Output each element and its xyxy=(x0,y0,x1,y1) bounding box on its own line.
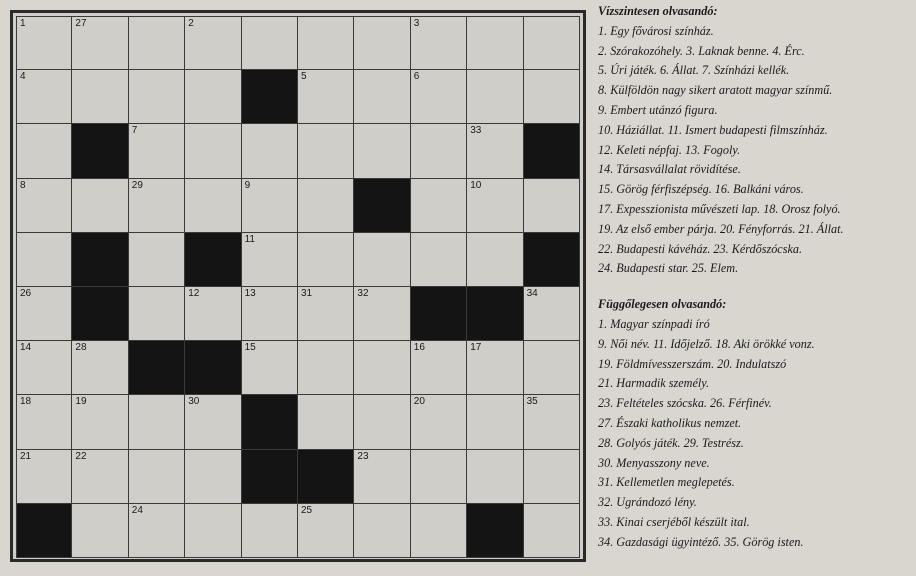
down-clue-line: 30. Menyasszony neve. xyxy=(598,455,710,470)
grid-cell[interactable] xyxy=(242,504,298,558)
grid-cell[interactable] xyxy=(129,504,185,558)
black-square xyxy=(242,450,298,504)
grid-cell[interactable] xyxy=(411,450,467,504)
clue-number: 9 xyxy=(244,179,251,191)
grid-cell[interactable] xyxy=(354,287,410,341)
clue-number: 19 xyxy=(75,396,87,408)
grid-cell[interactable] xyxy=(411,395,467,449)
clue-number: 12 xyxy=(188,288,200,299)
grid-cell[interactable] xyxy=(354,341,410,395)
grid-cell[interactable] xyxy=(467,179,523,233)
black-square xyxy=(72,124,128,178)
across-heading: Vízszintesen olvasandó: xyxy=(598,4,718,18)
grid-cell[interactable] xyxy=(524,16,580,70)
grid-cell[interactable] xyxy=(185,450,241,504)
down-clue-line: 34. Gazdasági ügyintéző. 35. Görög isten. xyxy=(598,534,804,549)
grid-cell[interactable] xyxy=(242,179,298,233)
across-clue-line: 5. Úri játék. 6. Állat. 7. Színházi kellék. xyxy=(598,63,790,78)
across-clue-line: 15. Görög férfiszépség. 16. Balkáni város. xyxy=(598,182,804,197)
black-square xyxy=(185,233,241,287)
black-square xyxy=(242,395,298,449)
across-clue-line: 1. Egy fővárosi színház. xyxy=(598,23,714,38)
grid-cell[interactable] xyxy=(524,395,580,449)
grid-cell[interactable] xyxy=(129,124,185,178)
grid-cell[interactable] xyxy=(354,233,410,287)
grid-cell[interactable] xyxy=(354,124,410,178)
grid-cell[interactable] xyxy=(72,16,128,70)
grid-cell[interactable] xyxy=(129,70,185,124)
grid-cell[interactable] xyxy=(524,179,580,233)
grid-cell[interactable] xyxy=(72,395,128,449)
grid-cell[interactable] xyxy=(16,233,72,287)
grid-cell[interactable] xyxy=(16,70,72,124)
down-clue-line: 27. Északi katholikus nemzet. xyxy=(598,415,742,430)
grid-cell[interactable] xyxy=(411,70,467,124)
down-clue-list xyxy=(598,315,914,553)
grid-cell[interactable] xyxy=(129,450,185,504)
grid-cell[interactable] xyxy=(16,341,72,395)
clue-number: 30 xyxy=(188,396,200,408)
black-square xyxy=(467,504,523,558)
section-spacer xyxy=(598,279,914,295)
grid-cell[interactable] xyxy=(72,179,128,233)
grid-cell[interactable] xyxy=(411,233,467,287)
grid-cell[interactable] xyxy=(411,16,467,70)
down-clue-line: 23. Feltételes szócska. 26. Férfinév. xyxy=(598,396,772,411)
black-square xyxy=(16,504,72,558)
grid-cell[interactable] xyxy=(16,287,72,341)
clue-number: 15 xyxy=(244,342,256,354)
black-square xyxy=(524,233,580,287)
clue-number: 6 xyxy=(413,71,420,83)
down-clue-line: 9. Női név. 11. Időjelző. 18. Aki örökké vonz. xyxy=(598,336,815,351)
black-square xyxy=(72,233,128,287)
grid-cell[interactable] xyxy=(298,504,354,558)
clue-number: 24 xyxy=(131,504,143,516)
grid-cell[interactable] xyxy=(16,179,72,233)
clue-number: 7 xyxy=(131,125,138,137)
clue-number: 2 xyxy=(188,18,194,29)
clue-number: 23 xyxy=(357,450,369,462)
clue-number: 17 xyxy=(470,342,482,354)
grid-cell[interactable] xyxy=(129,179,185,233)
clue-number: 29 xyxy=(131,179,143,191)
clue-number: 26 xyxy=(20,288,32,299)
grid-cell[interactable] xyxy=(467,70,523,124)
grid-cell[interactable] xyxy=(242,287,298,341)
grid-cell[interactable] xyxy=(524,504,580,558)
grid-cell[interactable] xyxy=(242,233,298,287)
grid-cell[interactable] xyxy=(298,395,354,449)
clue-number: 11 xyxy=(244,233,255,245)
across-clue-line: 17. Expesszionista művészeti lap. 18. Orosz folyó. xyxy=(598,201,841,216)
clue-number: 1 xyxy=(20,18,26,29)
down-clue-line: 19. Földmívesszerszám. 20. Indulatszó xyxy=(598,356,787,371)
crossword-grid xyxy=(16,16,580,558)
black-square xyxy=(467,287,523,341)
clue-number: 4 xyxy=(20,71,26,83)
grid-cell[interactable] xyxy=(524,341,580,395)
grid-cell[interactable] xyxy=(298,341,354,395)
grid-cell[interactable] xyxy=(185,16,241,70)
grid-cell[interactable] xyxy=(467,233,523,287)
grid-cell[interactable] xyxy=(16,450,72,504)
across-clue-list xyxy=(598,22,914,279)
across-clue-line: 24. Budapesti star. 25. Elem. xyxy=(598,261,739,276)
grid-cell[interactable] xyxy=(129,233,185,287)
grid-cell[interactable] xyxy=(467,395,523,449)
grid-cell[interactable] xyxy=(298,70,354,124)
grid-cell[interactable] xyxy=(524,287,580,341)
grid-cell[interactable] xyxy=(72,70,128,124)
grid-cell[interactable] xyxy=(298,124,354,178)
grid-cell[interactable] xyxy=(298,287,354,341)
grid-cell[interactable] xyxy=(411,504,467,558)
grid-cell[interactable] xyxy=(411,124,467,178)
grid-cell[interactable] xyxy=(242,16,298,70)
black-square xyxy=(185,341,241,395)
grid-cell[interactable] xyxy=(298,179,354,233)
down-clue-line: 1. Magyar színpadi író xyxy=(598,316,710,331)
across-clue-line: 12. Keleti népfaj. 13. Fogoly. xyxy=(598,142,741,157)
grid-cell[interactable] xyxy=(185,70,241,124)
grid-cell[interactable] xyxy=(354,504,410,558)
clue-number: 20 xyxy=(413,396,425,408)
grid-cell[interactable] xyxy=(354,450,410,504)
clue-number: 16 xyxy=(413,342,425,354)
grid-cell[interactable] xyxy=(129,395,185,449)
grid-cell[interactable] xyxy=(185,395,241,449)
across-clue-line: 22. Budapesti kávéház. 23. Kérdőszócska. xyxy=(598,241,802,256)
clue-number: 35 xyxy=(526,396,538,408)
black-square xyxy=(242,70,298,124)
clue-number: 25 xyxy=(301,504,313,516)
clue-number: 32 xyxy=(357,288,369,299)
across-clue-line: 9. Embert utánzó figura. xyxy=(598,102,718,117)
grid-cell[interactable] xyxy=(72,504,128,558)
down-heading: Függőlegesen olvasandó: xyxy=(598,297,727,312)
grid-cell[interactable] xyxy=(185,124,241,178)
black-square xyxy=(354,179,410,233)
grid-cell[interactable] xyxy=(129,287,185,341)
grid-cell[interactable] xyxy=(16,16,72,70)
grid-cell[interactable] xyxy=(411,179,467,233)
grid-cell[interactable] xyxy=(185,504,241,558)
clue-number: 18 xyxy=(20,396,32,408)
down-clue-line: 28. Golyós játék. 29. Testrész. xyxy=(598,435,744,450)
grid-cell[interactable] xyxy=(524,450,580,504)
clue-number: 10 xyxy=(470,179,482,191)
grid-cell[interactable] xyxy=(298,16,354,70)
grid-cell[interactable] xyxy=(242,341,298,395)
grid-cell[interactable] xyxy=(354,16,410,70)
clue-number: 3 xyxy=(413,18,420,29)
grid-cell[interactable] xyxy=(129,16,185,70)
grid-cell[interactable] xyxy=(242,124,298,178)
black-square xyxy=(72,287,128,341)
crossword-grid-frame xyxy=(10,10,586,562)
grid-cell[interactable] xyxy=(185,287,241,341)
grid-cell[interactable] xyxy=(524,70,580,124)
across-clue-line: 14. Társasvállalat rövidítése. xyxy=(598,162,741,177)
grid-cell[interactable] xyxy=(354,70,410,124)
grid-cell[interactable] xyxy=(16,395,72,449)
grid-cell[interactable] xyxy=(72,450,128,504)
clue-number: 14 xyxy=(20,342,32,354)
clue-number: 28 xyxy=(75,342,87,354)
down-clue-line: 32. Ugrándozó lény. xyxy=(598,495,697,510)
black-square xyxy=(524,124,580,178)
across-clue-line: 2. Szórakozóhely. 3. Laknak benne. 4. Érc. xyxy=(598,43,805,58)
clue-number: 21 xyxy=(20,450,32,462)
grid-cell[interactable] xyxy=(185,179,241,233)
across-clue-line: 10. Háziállat. 11. Ismert budapesti filmszínház. xyxy=(598,122,828,137)
down-clue-line: 33. Kinai cserjéből készült ital. xyxy=(598,514,750,529)
clue-number: 5 xyxy=(301,71,307,83)
grid-cell[interactable] xyxy=(354,395,410,449)
clue-panel xyxy=(598,2,914,553)
clue-number: 27 xyxy=(75,18,87,29)
across-clue-line: 8. Külföldön nagy sikert aratott magyar színmű. xyxy=(598,83,833,98)
grid-cell[interactable] xyxy=(411,341,467,395)
black-square xyxy=(411,287,467,341)
grid-cell[interactable] xyxy=(467,450,523,504)
grid-cell[interactable] xyxy=(298,233,354,287)
grid-cell[interactable] xyxy=(16,124,72,178)
clue-number: 34 xyxy=(526,288,538,299)
clue-number: 13 xyxy=(244,288,256,299)
black-square xyxy=(298,450,354,504)
black-square xyxy=(129,341,185,395)
grid-cell[interactable] xyxy=(467,124,523,178)
across-clue-line: 19. Az első ember párja. 20. Fényforrás. 21. Állat. xyxy=(598,221,844,236)
grid-cell[interactable] xyxy=(467,341,523,395)
grid-cell[interactable] xyxy=(467,16,523,70)
grid-cell[interactable] xyxy=(72,341,128,395)
down-clue-line: 21. Harmadik személy. xyxy=(598,376,710,391)
clue-number: 31 xyxy=(301,288,313,299)
down-clue-line: 31. Kellemetlen meglepetés. xyxy=(598,475,735,490)
clue-number: 33 xyxy=(470,125,482,137)
clue-number: 8 xyxy=(20,179,26,191)
clue-number: 22 xyxy=(75,450,87,462)
